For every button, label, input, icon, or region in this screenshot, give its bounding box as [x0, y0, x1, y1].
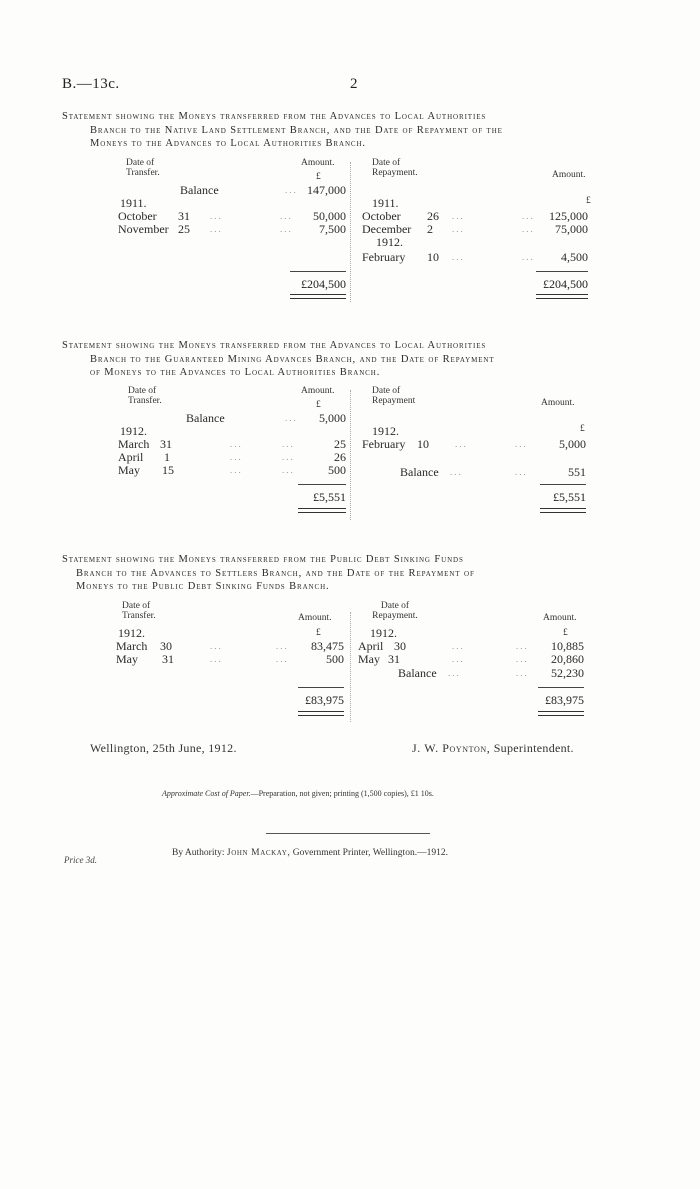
column-divider [350, 390, 351, 520]
balance-label: Balance [186, 411, 225, 425]
header-date-of-repayment: Date of Repayment. [372, 158, 418, 178]
document-id: B.—13c. [62, 76, 120, 92]
right-balance-amount: 551 [568, 465, 586, 479]
pound-sign-right: £ [586, 196, 591, 206]
transfer-month: May [118, 463, 140, 477]
leader-dots: ... [515, 439, 528, 449]
year-left: 1912. [120, 424, 147, 438]
sum-rule [536, 271, 588, 272]
header-date-of-repayment: Date of Repayment. [372, 601, 418, 621]
place-and-date: Wellington, 25th June, 1912. [90, 741, 237, 755]
statement-3-title-line-1: Statement showing the Moneys transferred from the Public Debt Sinking Funds [62, 554, 464, 565]
sum-rule [298, 687, 344, 688]
leader-dots: ... [285, 185, 298, 195]
transfer-amount: 500 [328, 463, 346, 477]
transfer-month: November [118, 222, 169, 236]
leader-dots: ... [280, 211, 293, 221]
leader-dots: ... [210, 211, 223, 221]
authority-prefix: By Authority: [172, 848, 225, 858]
column-divider [350, 612, 351, 722]
transfer-month: March [118, 437, 150, 451]
balance-label: Balance [180, 183, 219, 197]
transfer-month: May [116, 652, 138, 666]
transfer-amount: 26 [334, 450, 346, 464]
transfer-day: 15 [162, 463, 174, 477]
transfer-month: March [116, 639, 148, 653]
transfer-amount: 7,500 [319, 222, 346, 236]
repay-amount: 20,860 [551, 652, 584, 666]
transfer-month: October [118, 209, 157, 223]
total-left: £204,500 [301, 277, 346, 291]
pound-sign-right: £ [563, 628, 568, 638]
pound-sign-left: £ [316, 400, 321, 410]
leader-dots: ... [448, 668, 461, 678]
total-left: £5,551 [313, 490, 346, 504]
repay-day: 30 [394, 639, 406, 653]
leader-dots: ... [210, 224, 223, 234]
repay-day: 2 [427, 222, 433, 236]
cost-text: —Preparation, not given; printing (1,500 copies), £1 10s. [250, 789, 434, 798]
cost-label: Approximate Cost of Paper. [162, 789, 251, 798]
leader-dots: ... [516, 641, 529, 651]
repay-day: 26 [427, 209, 439, 223]
header-date-of-repayment: Date of Repayment [372, 386, 416, 406]
header-amount-left: Amount. [298, 613, 332, 623]
leader-dots: ... [522, 224, 535, 234]
leader-dots: ... [285, 413, 298, 423]
double-rule [298, 508, 346, 513]
price: Price 3d. [64, 855, 97, 865]
header-date-of-transfer: Date of Transfer. [128, 386, 162, 406]
repay-amount: 4,500 [561, 250, 588, 264]
repay-amount: 75,000 [555, 222, 588, 236]
leader-dots: ... [282, 439, 295, 449]
header-amount-right: Amount. [552, 170, 586, 180]
leader-dots: ... [516, 654, 529, 664]
statement-1-title [62, 110, 642, 151]
transfer-day: 30 [160, 639, 172, 653]
total-left: £83,975 [305, 693, 344, 707]
statement-2-title-line-3: of Moneys to the Advances to Local Authorities Branch. [90, 367, 381, 378]
header-date-of-transfer: Date of Transfer. [122, 601, 156, 621]
year-right-2: 1912. [376, 235, 403, 249]
repay-month: May [358, 652, 380, 666]
leader-dots: ... [230, 452, 243, 462]
leader-dots: ... [455, 439, 468, 449]
leader-dots: ... [276, 654, 289, 664]
repay-month: October [362, 209, 401, 223]
statement-3-title-line-3: Moneys to the Public Debt Sinking Funds Branch. [76, 581, 330, 592]
footer-rule [266, 833, 430, 834]
leader-dots: ... [452, 641, 465, 651]
repay-amount: 5,000 [559, 437, 586, 451]
repay-day: 10 [427, 250, 439, 264]
header-date-of-transfer: Date of Transfer. [126, 158, 160, 178]
total-right: £204,500 [543, 277, 588, 291]
year-right: 1912. [372, 424, 399, 438]
transfer-day: 31 [162, 652, 174, 666]
repay-amount: 10,885 [551, 639, 584, 653]
leader-dots: ... [522, 252, 535, 262]
year-left: 1912. [118, 626, 145, 640]
statement-1-title-line-3: Moneys to the Advances to Local Authorities Branch. [90, 138, 366, 149]
statement-3-title [62, 553, 642, 594]
leader-dots: ... [276, 641, 289, 651]
leader-dots: ... [280, 224, 293, 234]
sum-rule [290, 271, 346, 272]
leader-dots: ... [230, 465, 243, 475]
sum-rule [298, 484, 346, 485]
printer-authority [172, 848, 448, 858]
signatory [412, 741, 574, 756]
header-amount-left: Amount. [301, 386, 335, 396]
balance-amount: 5,000 [319, 411, 346, 425]
sum-rule [540, 484, 586, 485]
pound-sign-right: £ [580, 424, 585, 434]
transfer-day: 31 [178, 209, 190, 223]
leader-dots: ... [522, 211, 535, 221]
year-left: 1911. [120, 196, 147, 210]
leader-dots: ... [516, 668, 529, 678]
repay-month: February [362, 250, 406, 264]
leader-dots: ... [230, 439, 243, 449]
header-amount-right: Amount. [543, 613, 577, 623]
leader-dots: ... [515, 467, 528, 477]
leader-dots: ... [282, 452, 295, 462]
statement-2-title [62, 339, 642, 380]
statement-1-title-line-1: Statement showing the Moneys transferred from the Advances to Local Authorities [62, 111, 487, 122]
pound-sign-left: £ [316, 628, 321, 638]
authority-suffix: Government Printer, Wellington.—1912. [292, 848, 448, 858]
pound-sign-left: £ [316, 172, 321, 182]
repay-amount: 125,000 [549, 209, 588, 223]
double-rule [540, 508, 586, 513]
year-right: 1911. [372, 196, 399, 210]
statement-1-title-line-2: Branch to the Native Land Settlement Branch, and the Date of Repayment of the [90, 124, 503, 136]
transfer-amount: 500 [326, 652, 344, 666]
double-rule [298, 711, 344, 716]
repay-month: December [362, 222, 412, 236]
leader-dots: ... [210, 641, 223, 651]
leader-dots: ... [452, 224, 465, 234]
year-right: 1912. [370, 626, 397, 640]
column-divider [350, 162, 351, 302]
balance-amount: 147,000 [307, 183, 346, 197]
transfer-day: 25 [178, 222, 190, 236]
transfer-day: 1 [164, 450, 170, 464]
signatory-title: Superintendent. [493, 741, 574, 755]
leader-dots: ... [210, 654, 223, 664]
leader-dots: ... [452, 252, 465, 262]
header-amount-right: Amount. [541, 398, 575, 408]
page-number: 2 [350, 76, 358, 92]
leader-dots: ... [452, 654, 465, 664]
leader-dots: ... [452, 211, 465, 221]
transfer-amount: 25 [334, 437, 346, 451]
repay-day: 10 [417, 437, 429, 451]
statement-2-title-line-2: Branch to the Guaranteed Mining Advances Branch, and the Date of Repayment [90, 353, 495, 365]
statement-2-title-line-1: Statement showing the Moneys transferred from the Advances to Local Authorities [62, 340, 487, 351]
double-rule [538, 711, 584, 716]
transfer-month: April [118, 450, 144, 464]
transfer-day: 31 [160, 437, 172, 451]
right-balance-label: Balance [398, 666, 437, 680]
repay-day: 31 [388, 652, 400, 666]
sum-rule [538, 687, 584, 688]
statement-3-title-line-2: Branch to the Advances to Settlers Branch, and the Date of the Repayment of [76, 567, 475, 579]
double-rule [290, 294, 346, 299]
header-amount-left: Amount. [301, 158, 335, 168]
right-balance-amount: 52,230 [551, 666, 584, 680]
transfer-amount: 50,000 [313, 209, 346, 223]
transfer-amount: 83,475 [311, 639, 344, 653]
repay-month: February [362, 437, 406, 451]
right-balance-label: Balance [400, 465, 439, 479]
printer-name: John Mackay, [226, 848, 291, 858]
signatory-name: J. W. Poynton, [412, 741, 491, 755]
leader-dots: ... [450, 467, 463, 477]
leader-dots: ... [282, 465, 295, 475]
total-right: £5,551 [553, 490, 586, 504]
cost-of-paper [162, 789, 434, 798]
double-rule [536, 294, 588, 299]
total-right: £83,975 [545, 693, 584, 707]
repay-month: April [358, 639, 384, 653]
